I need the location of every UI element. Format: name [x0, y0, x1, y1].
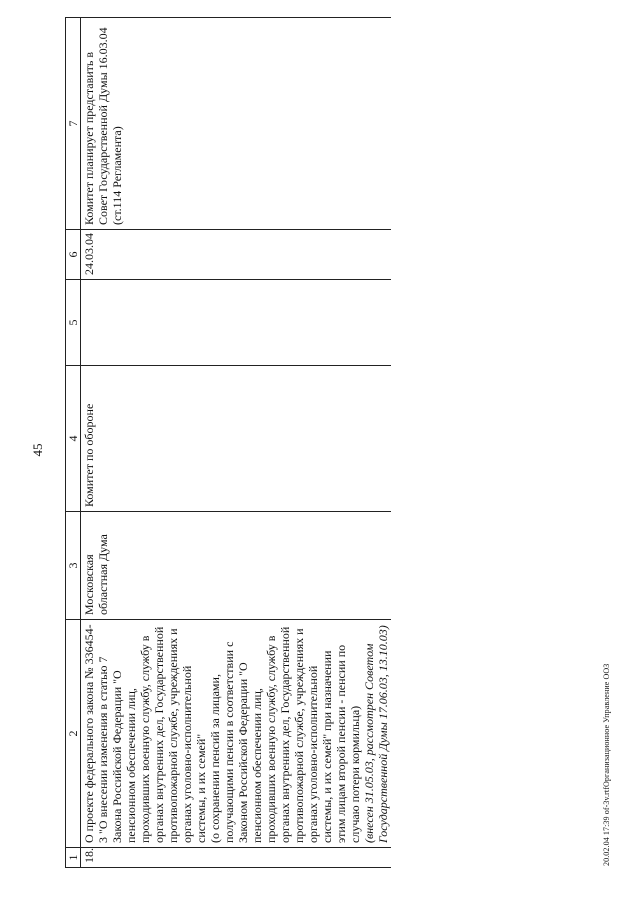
- column-number: 7: [66, 18, 81, 230]
- column-number-row: [66, 18, 81, 868]
- bill-history: (внесен 31.05.03, рассмотрен Советом Государственной Думы 17.06.03, 13.10.03): [362, 625, 390, 843]
- bill-title: О проекте федерального закона № 336454-3 "О внесении изменения в статью 7 Закона Российской Федерации "О пенсионном обеспечении лиц, проходивших военную службу, службу в органах внутренних дел, Государственной противопожарной службе, учреждениях и органах уголовно-исполнительной системы, и их семей": [82, 624, 208, 843]
- initiator-cell: Московская областная Дума: [81, 512, 392, 620]
- column-number: 2: [66, 620, 81, 848]
- remark-cell: Комитет планирует представить в Совет Государственной Думы 16.03.04 (ст.114 Регламента): [81, 18, 392, 230]
- column-5-cell: [81, 280, 392, 366]
- column-number: 6: [66, 230, 81, 280]
- bill-description: [81, 620, 392, 848]
- column-number: 3: [66, 512, 81, 620]
- column-number: 1: [66, 848, 81, 868]
- register-table: [65, 17, 391, 868]
- footer-stamp: 20.02.04 17:39 of-3v.rtfОрганизационное Управление ООЗ: [602, 663, 611, 866]
- bill-note: (о сохранении пенсий за лицами, получающими пенсии в соответствии с Законом Российской Федерации "О пенсионном обеспечении лиц, проходивших военную службу, службу в органах внутренних дел, Государственной противопожарной службе, учреждениях и органах уголовно-исполнительной системы, и их семей" при назначении этим лицам второй пенсии - пенсии по случаю потери кормильца): [208, 626, 362, 843]
- page-number: 45: [30, 443, 45, 457]
- committee-cell: Комитет по обороне: [81, 366, 392, 512]
- date-cell: 24.03.04: [81, 230, 392, 280]
- table-row: [81, 18, 392, 868]
- column-number: 4: [66, 366, 81, 512]
- column-number: 5: [66, 280, 81, 366]
- row-number: 18.: [81, 848, 392, 868]
